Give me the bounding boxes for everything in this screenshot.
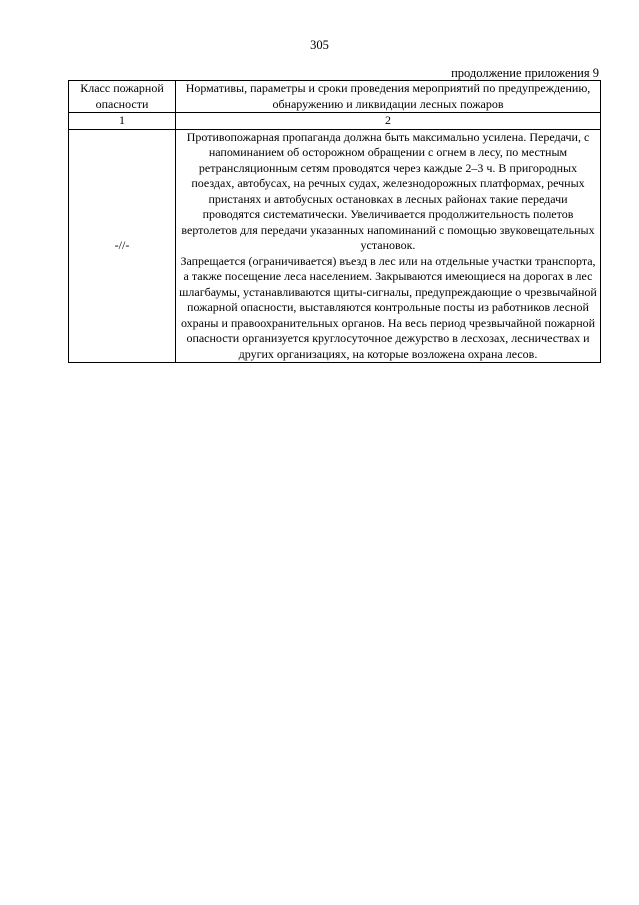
measures-paragraph: Запрещается (ограничивается) въезд в лес или на отдельные участки транспорта, а также посещение леса населением. Закрываются имеющиеся на дорогах в лес шлагбаумы, устанавливаются щиты-сигналы, предупреждающие о чрезвычайной пожарной опасности, выставляются контрольные посты из работников лесной охраны и правоохранительных органов. На весь период чрезвычайной пожарной опасности организуется круглосуточное дежурство в лесхозах, лесничествах и других организациях, на которые возложена охрана лесов.	[179, 253, 597, 361]
column-number-row	[69, 113, 601, 130]
continuation-note: продолжение приложения 9	[451, 66, 599, 80]
header-measures: Нормативы, параметры и сроки проведения мероприятий по предупреждению, обнаружению и ликвидации лесных пожаров	[176, 81, 601, 113]
column-number-1: 1	[69, 113, 176, 130]
fire-class-cell: -//-	[69, 129, 176, 363]
column-number-2: 2	[176, 113, 601, 130]
measures-table	[68, 80, 601, 363]
measures-cell	[176, 129, 601, 363]
table-row	[69, 129, 601, 363]
header-fire-class: Класс пожарной опасности	[69, 81, 176, 113]
page-number: 305	[310, 38, 329, 52]
measures-paragraph: Противопожарная пропаганда должна быть максимально усилена. Передачи, с напоминанием об осторожном обращении с огнем в лесу, по местным ретрансляционным сетям проводятся через каждые 2–3 ч. В пригородных поездах, автобусах, на речных судах, железнодорожных платформах, речных пристанях и автобусных остановках в лесных районах такие передачи проводятся систематически. Увеличивается продолжительность полетов вертолетов для передачи указанных напоминаний с помощью звуковещательных установок.	[181, 129, 595, 252]
table-header-row	[69, 81, 601, 113]
